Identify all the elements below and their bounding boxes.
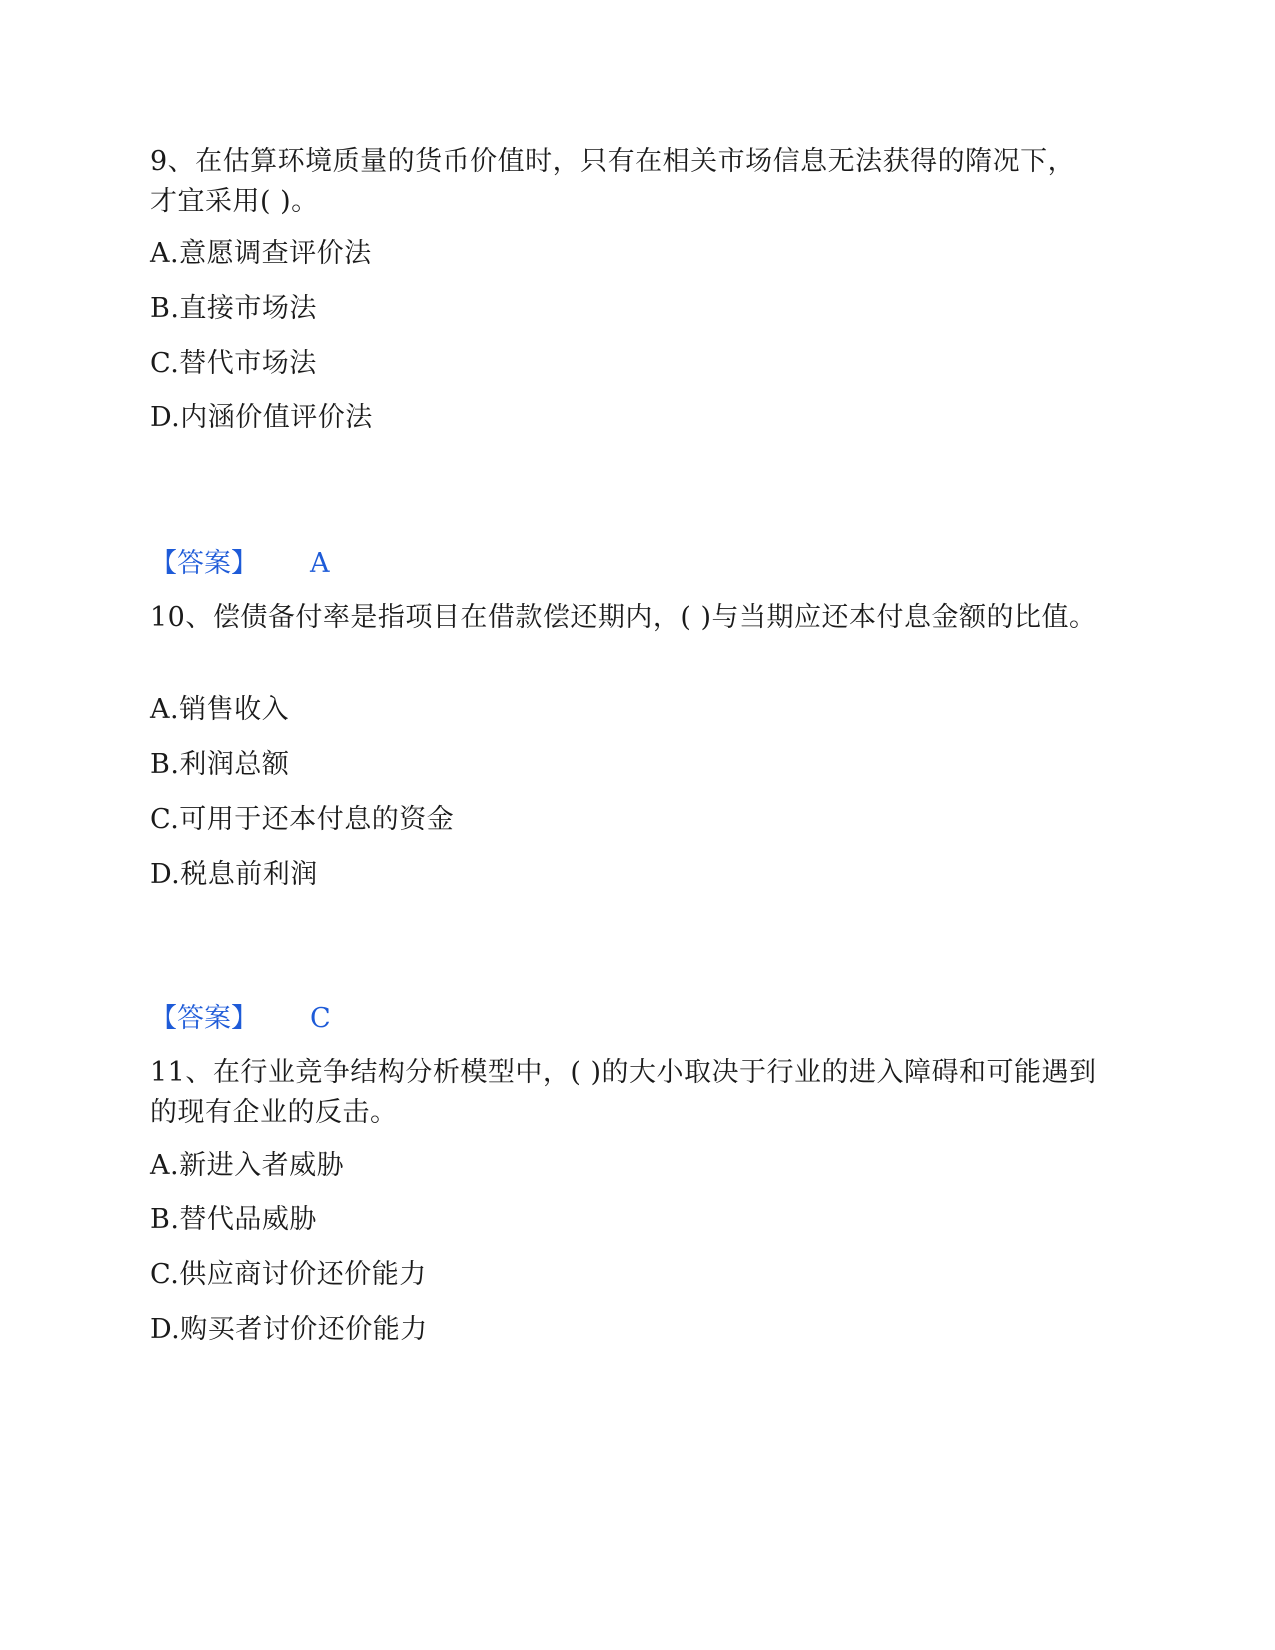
option-d: D.税息前利润 — [150, 859, 318, 890]
option-a: A.销售收入 — [150, 694, 290, 725]
answer-line — [150, 544, 330, 584]
option-b: B.替代品威胁 — [150, 1204, 317, 1235]
option-b: B.直接市场法 — [150, 293, 317, 324]
option-d: D.内涵价值评价法 — [150, 402, 373, 433]
question-11 — [150, 1053, 1100, 1345]
option-a: A.新进入者威胁 — [150, 1150, 345, 1181]
answer-tag: 【答案】 — [150, 548, 258, 579]
question-stem: 10、偿债备付率是指项目在借款偿还期内，( )与当期应还本付息金额的比值。 — [150, 602, 1097, 633]
option-c: C.可用于还本付息的资金 — [150, 804, 455, 835]
answer-tag: 【答案】 — [150, 1003, 258, 1034]
option-b: B.利润总额 — [150, 749, 290, 780]
question-stem: 11、在行业竞争结构分析模型中，( )的大小取决于行业的进入障碍和可能遇到的现有企业的反击。 — [150, 1057, 1097, 1128]
option-d: D.购买者讨价还价能力 — [150, 1314, 428, 1345]
answer-value: A — [310, 548, 330, 579]
question-10 — [150, 598, 1100, 890]
question-stem: 9、在估算环境质量的货币价值时，只有在相关市场信息无法获得的隋况下，才宜采用( )。 — [150, 146, 1076, 217]
option-a: A.意愿调查评价法 — [150, 238, 372, 269]
question-9 — [150, 142, 1100, 433]
answer-line — [150, 999, 331, 1039]
option-c: C.供应商讨价还价能力 — [150, 1259, 427, 1290]
option-c: C.替代市场法 — [150, 348, 317, 379]
answer-value: C — [310, 1003, 331, 1034]
